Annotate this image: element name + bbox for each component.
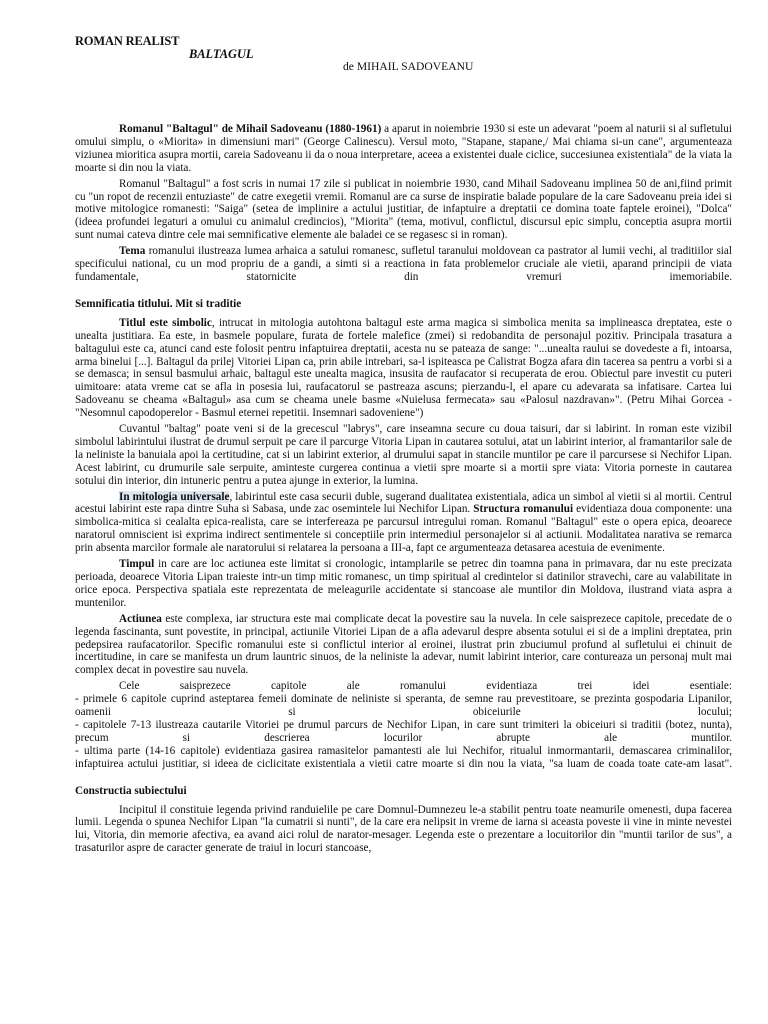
section1-p1-text: , intrucat in mitologia autohtona baltagul este arma magica si simbolica menita sa implineasca dreptatea, este o unealta justitiara. Ea este, in basmele populare, furata de fortele malefice (zmei) si redobandita de personajul pozitiv. Principala trasatura a baltagului este ca, atunci cand este folosit pentru infaptuirea dreptatii, acesta nu se pateaza de sange: "...unealta raului se dovedeste a fi, intoarsa, arma binelui [...]. Baltagul da prilej Vitoriei Lipan ca, prin abile intrebari, sa-l ispiteasca pe Calistrat Bogza afara din tacerea sa pentru a vorbi si a se demasca; in sensul basmului arhaic, baltagul este unealta magica, insusita de raufacator si recuperata de erou. Obiectul pare investit cu puteri uimitoare: atata vreme cat se afla in posesia lui, raufacatorul se pastreaza ascuns; pierzandu-l, el apare cu adevarata sa infatisare. Cartea lui Sadoveanu se cheama «Baltagul» asa cum se cheama unele basme «Nuielusa fermecata» sau «Palosul nazdravan»". (Petru Mihai Gorcea - "Nesomnul capodoperelor - Basmul eternei repetitii. Insemnari sadoveniene")	[75, 316, 732, 420]
section1-p3-text-2: evidentiaza doua componente: una simbolica-mitica si cealalta epica-realista, care se interfereaza pe parcursul intregului roman. Romanul "Baltagul" este o opera epica, deoarece naratorul omniscient isi exprima indirect sentimentele si conceptiile prin intermediul personajelor si al actiunii. Modalitatea narativa se remarca prin absenta marcilor formale ale naratorului si relatarea la persoana a III-a, fapt ce argumenteaza detasarea acestuia de evenimente.	[75, 503, 732, 555]
section1-paragraph-1	[75, 317, 732, 420]
universal-mythology-bold: In mitologia universale	[119, 490, 230, 503]
section1-p4-text: in care are loc actiunea este limitat si cronologic, intamplarile se petrec din toamna pana in primavara, dar nu este precizata perioada, deoarece Vitoria Lipan traieste intr-un timp mitic romanesc, un timp spiritual al credintelor si datinilor stravechi, care au valabilitate in orice epoca. Perspectiva spatiala este reprezentata de meleagurile accidentate si stancoase ale muntilor din Moldova, ilustrand viata aspra a muntenilor.	[75, 558, 732, 609]
list-item: - ultima parte (14-16 capitole) evidentiaza gasirea ramasitelor pamantesti ale lui Nechifor, ritualul inmormantarii, demascarea criminalilor, infaptuirea actului justitiar, si ideea de ciclicitate existentiala a vietii catre moarte si din nou la viata, "sa luam de coada toate cate-am lasat".	[75, 744, 732, 770]
novel-structure-bold: Structura romanului	[473, 503, 574, 516]
section2-paragraph-1: Incipitul il constituie legenda privind randuielile pe care Domnul-Dumnezeu le-a stabilit pentru toate neamurile omenesti, dupa facerea lumii. Legenda o spunea Nechifor Lipan "la cumatrii si nunti", de la care era nelipsit in vreme de iarna si aceasta poveste ii vine in minte nevestei lui, Vitoria, din memorie afectiva, ea avand aici rolul de narator-mesager. Legenda este o prezentare a locuitorilor din "muntii tarilor de sus", a trasaturilor aspre de caracter generate de traiul in locuri stancoase,	[75, 803, 732, 855]
intro-lead-bold: Romanul "Baltagul" de Mihail Sadoveanu (1880-1961)	[119, 123, 382, 135]
author-by: de	[343, 60, 354, 73]
title-symbolic-bold: Titlul este simbolic	[119, 316, 212, 329]
intro-p3-text: romanului ilustreaza lumea arhaica a satului romanesc, sufletul taranului moldovean ca pastrator al lumii vechi, al traditiilor sial specificului national, cu un mod propriu de a gandi, a simti si a reactiona in fata problemelor cruciale ale vietii, aparand principii de viata fundamentale, statornicite din vremuri imemoriabile.	[75, 245, 732, 283]
theme-bold: Tema	[119, 245, 146, 258]
list-item: - capitolele 7-13 ilustreaza cautarile Vitoriei pe drumul parcurs de Nechifor Lipan, in care sunt trimiteri la obiceiuri si traditii (botez, nunta), precum si descrierea locurilor abrupte ale muntilor.	[75, 718, 732, 744]
intro-p1-text: a aparut in noiembrie 1930 si este un adevarat "poem al naturii si al sufletului omului simplu, o «Miorita» in dimensiuni mari" (George Calinescu). Versul moto, "Stapane, stapane,/ Mai chiama si-un cane", argumenteaza viziunea mioritica asupra mortii, careia Sadoveanu ii da o noua interpretare, aceea a existentei duale ciclice, succesiunea existentiala" de la viata la moarte si din nou la viata.	[75, 123, 732, 174]
list-item: - primele 6 capitole cuprind asteptarea femeii dominate de neliniste si speranta, de semne rau prevestitoare, se prezinta gospodaria Lipanilor, oamenii si obiceiurile locului;	[75, 693, 732, 719]
action-bold: Actiunea	[119, 612, 162, 625]
section-heading-title-meaning: Semnificatia titlului. Mit si traditie	[75, 297, 242, 310]
intro-paragraph-1	[75, 123, 732, 175]
section-heading-subject-construction: Constructia subiectului	[75, 784, 187, 797]
section1-paragraph-6: Cele saisprezece capitole ale romanului evidentiaza trei idei esentiale:	[119, 680, 732, 693]
genre-heading: ROMAN REALIST	[75, 34, 180, 48]
intro-paragraph-2: Romanul "Baltagul" a fost scris in numai 17 zile si publicat in noiembrie 1930, cand Mihail Sadoveanu implinea 50 de ani,fiind primit cu "un ropot de recenzii entuziaste" de catre exegetii vremii. Romanul are ca surse de inspiratie balade populare de la care Sadoveanu preia idei si motive mitologice romanesti: "Saiga" (setea de implinire a actului justitiar, de infaptuire a dreptatii ce domina toate faptele eroinei), "Dolca" (ideea profundei legaturi a omului cu animalul credincios), "Miorita" (tema, motivul, conflictul, discursul epic simplu, conceptia asupra mortii sunt numai cateva dintre cele mai semnificative elemente ale baladei ce se regasesc si in roman).	[75, 177, 732, 242]
section1-paragraph-3	[75, 491, 732, 556]
document-body	[75, 123, 732, 858]
section1-p5-text: este complexa, iar structura este mai complicate decat la povestire sau la nuvela. In cele saisprezece capitole, precedate de o legenda fascinanta, sunt povestite, in principal, actiunile Vitoriei Lipan de a afla adevarul despre absenta sotului ei si de a implini dreptatea, prin pedepsirea raufacatorilor. Specific romanului este si conflictul interior al eroinei, ilustrat prin zbuciumul profund al sufletului ei chinuit de incertitudine, in care se manifesta un drum launtric sinuos, de la neliniste la adevar, numit labirint interior, care contureaza un personaj mult mai complex decat in povestire sau nuvela.	[75, 612, 732, 677]
time-bold: Timpul	[119, 558, 155, 571]
author-name: MIHAIL SADOVEANU	[356, 60, 474, 73]
section1-paragraph-2: Cuvantul "baltag" poate veni si de la grecescul "labrys", care inseamna secure cu doua taisuri, dar si labirint. In roman este vizibil simbolul labirintului ilustrat de drumul serpuit pe care il parcurge Vitoria Lipan in cautarea sotului, atat un labirint interior, al framantarilor sale de la neliniste la banuiala apoi la certitudine, cat si un labirint exterior, al drumului sapat in stancile muntilor pe care il parcursese si Nechifor Lipan. Acest labirint, cu drumurile sale serpuite, aminteste curgerea continua a vietii spre moarte si a mortii spre viata: Vitoria porneste in cautarea sotului din interior, din intuneric pentru a putea ajunge in exterior, la lumina.	[75, 423, 732, 487]
intro-paragraph-3	[75, 245, 732, 284]
author-line	[343, 61, 473, 74]
novel-title: BALTAGUL	[189, 47, 254, 61]
section1-paragraph-5	[75, 613, 732, 678]
section1-paragraph-4	[75, 558, 732, 610]
section1-p3-text: , labirintul este casa securii duble, sugerand dualitatea existentiala, adica un simbol al vietii si al mortii. Centrul acestui labirint este rapa dintre Suha si Sabasa, unde zac osemintele lui Nechifor Lipan.	[75, 490, 733, 516]
